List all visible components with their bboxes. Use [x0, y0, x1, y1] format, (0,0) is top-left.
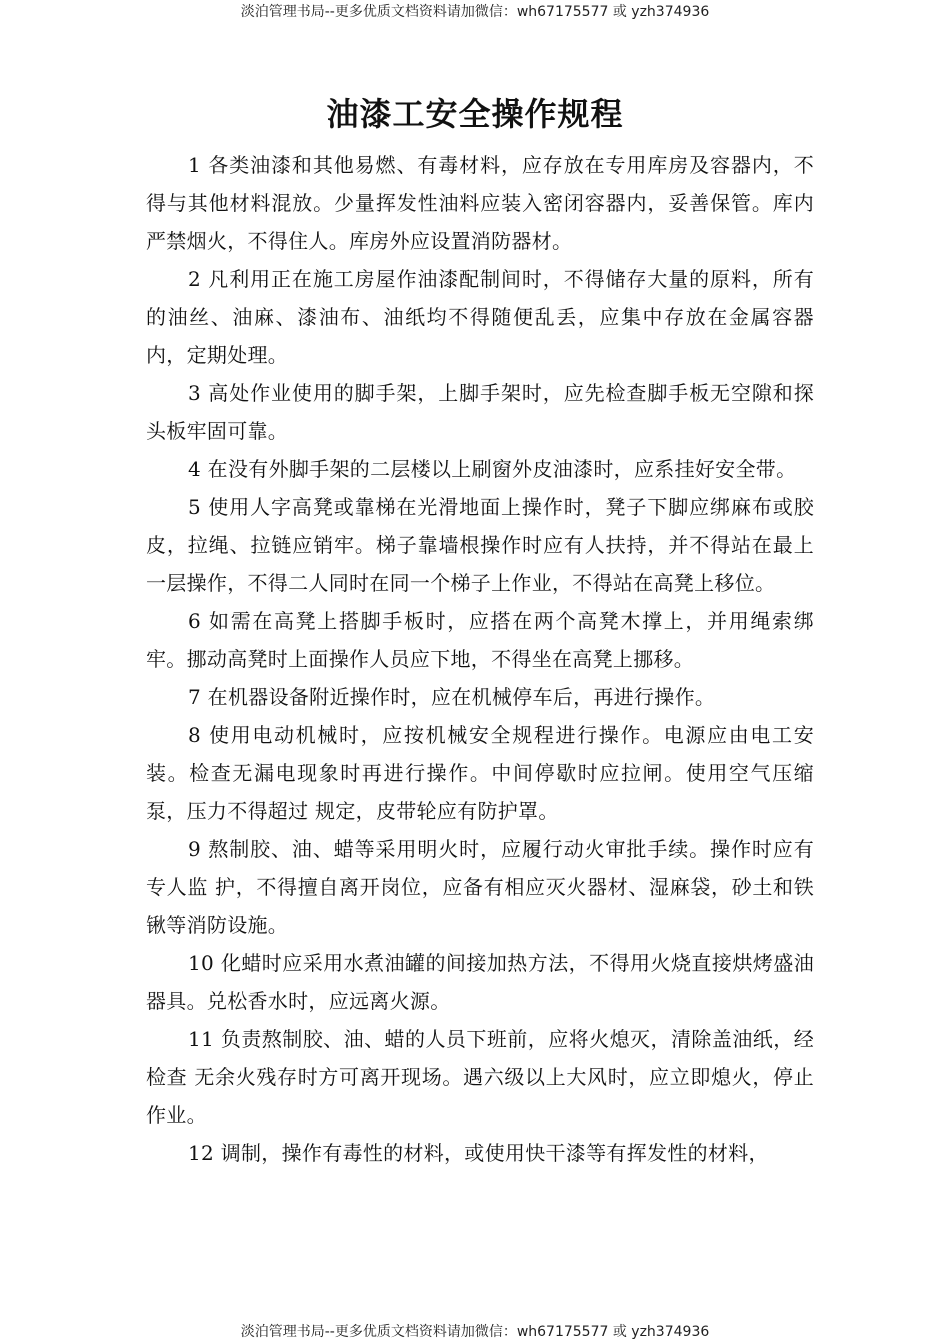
rule-paragraph-3: 3 高处作业使用的脚手架，上脚手架时，应先检查脚手板无空隙和探头板牢固可靠。 [146, 381, 814, 443]
rule-paragraph-11: 11 负责熬制胶、油、蜡的人员下班前，应将火熄灭，清除盖油纸，经检查 无余火残存时方可离开现场。遇六级以上大风时，应立即熄火，停止作业。 [146, 1027, 814, 1127]
rule-paragraph-4: 4 在没有外脚手架的二层楼以上刷窗外皮油漆时，应系挂好安全带。 [188, 457, 797, 481]
rule-paragraph-8: 8 使用电动机械时，应按机械安全规程进行操作。电源应由电工安装。检查无漏电现象时再进行操作。中间停歇时应拉闸。使用空气压缩泵，压力不得超过 规定，皮带轮应有防护罩。 [146, 723, 814, 823]
rule-paragraph-12: 12 调制，操作有毒性的材料，或使用快干漆等有挥发性的材料， [188, 1141, 769, 1165]
document-body [146, 146, 814, 1172]
rule-paragraph-6: 6 如需在高凳上搭脚手板时，应搭在两个高凳木撑上，并用绳索绑牢。挪动高凳时上面操作人员应下地，不得坐在高凳上挪移。 [146, 609, 814, 671]
page-footer: 淡泊管理书局--更多优质文档资料请加微信：wh67175577 或 yzh374936 [240, 1324, 710, 1340]
document-title: 油漆工安全操作规程 [326, 95, 624, 133]
rule-paragraph-1: 1 各类油漆和其他易燃、有毒材料，应存放在专用库房及容器内，不得与其他材料混放。少量挥发性油料应装入密闭容器内，妥善保管。库内严禁烟火，不得住人。库房外应设置消防器材。 [146, 153, 814, 253]
rule-paragraph-9: 9 熬制胶、油、蜡等采用明火时，应履行动火审批手续。操作时应有专人监 护，不得擅自离开岗位，应备有相应灭火器材、湿麻袋，砂土和铁锹等消防设施。 [146, 837, 814, 937]
rule-paragraph-5: 5 使用人字高凳或靠梯在光滑地面上操作时，凳子下脚应绑麻布或胶皮，拉绳、拉链应销牢。梯子靠墙根操作时应有人扶持，并不得站在最上一层操作，不得二人同时在同一个梯子上作业，不得站在高凳上移位。 [146, 495, 814, 595]
rule-paragraph-10: 10 化蜡时应采用水煮油罐的间接加热方法，不得用火烧直接烘烤盛油器具。兑松香水时，应远离火源。 [146, 951, 814, 1013]
rule-paragraph-7: 7 在机器设备附近操作时，应在机械停车后，再进行操作。 [188, 685, 716, 709]
rule-paragraph-2: 2 凡利用正在施工房屋作油漆配制间时，不得储存大量的原料，所有的油丝、油麻、漆油布、油纸均不得随便乱丢，应集中存放在金属容器内，定期处理。 [146, 267, 814, 367]
page-header: 淡泊管理书局--更多优质文档资料请加微信：wh67175577 或 yzh374936 [240, 4, 710, 20]
